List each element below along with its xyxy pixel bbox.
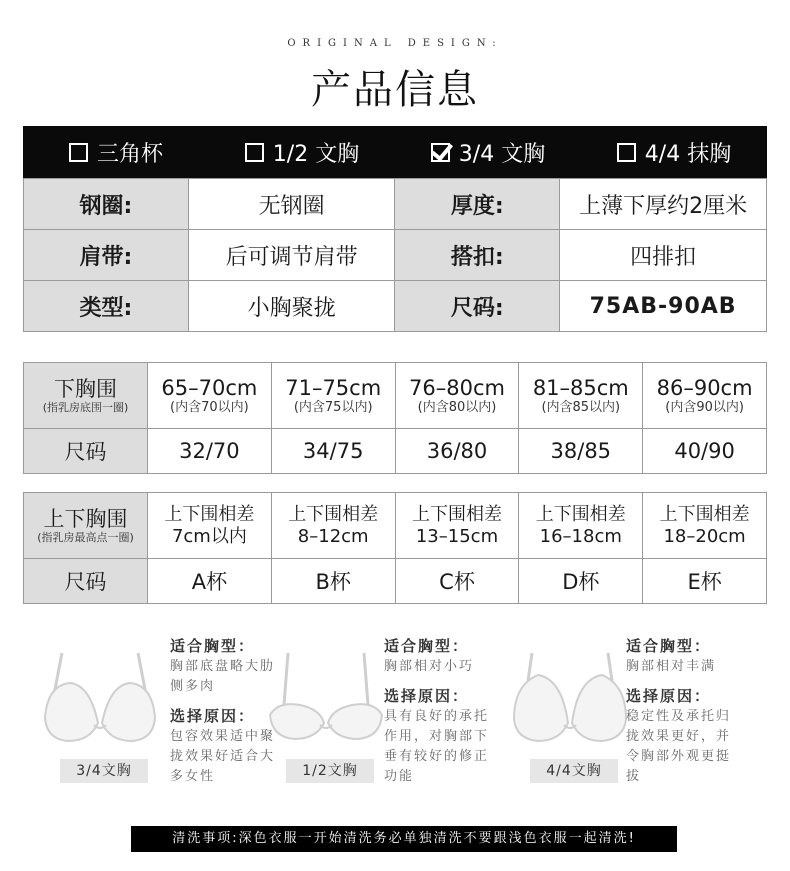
diff-cell	[519, 493, 643, 559]
cup-cell: D杯	[519, 559, 643, 604]
range-note: (内含70以内)	[170, 399, 249, 415]
range-value: 76–80cm	[409, 375, 505, 400]
underwire-value: 无钢圈	[188, 179, 395, 230]
fit-label: 适合胸型：	[384, 637, 470, 655]
diff-range: 16–18cm	[539, 525, 622, 547]
checkbox-empty-icon	[617, 143, 636, 162]
cup-cell: E杯	[643, 559, 767, 604]
size-cell: 36/80	[395, 429, 519, 474]
range-note: (内含90以内)	[665, 399, 744, 415]
attribute-row	[24, 281, 767, 332]
diff-cell	[395, 493, 519, 559]
cup-tag: 4/4文胸	[530, 759, 618, 783]
thickness-value: 上薄下厚约2厘米	[560, 179, 767, 230]
cup-option-label: 4/4 抹胸	[644, 141, 732, 167]
checkbox-empty-icon	[245, 143, 264, 162]
attribute-table	[23, 178, 767, 332]
type-value: 小胸聚拢	[188, 281, 395, 332]
range-value: 81–85cm	[532, 375, 629, 400]
underbust-header	[24, 363, 148, 429]
cup-tag: 1/2文胸	[286, 759, 374, 783]
fit-desc: 胸部底盘略大肋侧多肉	[170, 659, 276, 694]
reason-label: 选择原因：	[626, 687, 712, 705]
cup-option-label: 3/4 文胸	[458, 141, 546, 167]
size-cell: 34/75	[271, 429, 395, 474]
diff-label: 上下围相差	[288, 503, 379, 525]
diff-range: 18–20cm	[663, 525, 746, 547]
range-value: 71–75cm	[285, 375, 382, 400]
header-main: 上下胸围	[43, 506, 128, 531]
underbust-size-table	[23, 362, 767, 474]
size-cell: 38/85	[519, 429, 643, 474]
header-main: 下胸围	[54, 376, 117, 401]
cup-card-half	[266, 635, 516, 795]
underwire-key: 钢圈:	[24, 179, 189, 230]
diff-range: 13–15cm	[415, 525, 499, 547]
size-key: 尺码:	[395, 281, 560, 332]
range-note: (内含85以内)	[541, 399, 621, 415]
bra-icon	[510, 645, 630, 755]
attribute-row	[24, 230, 767, 281]
diff-label: 上下围相差	[659, 503, 750, 525]
bra-icon	[40, 645, 160, 755]
fit-desc: 胸部相对小巧	[384, 659, 475, 674]
header-sub: (指乳房最高点一圈)	[37, 530, 134, 544]
reason-desc: 包容效果适中聚拢效果好适合大多女性	[170, 729, 276, 784]
cup-option-triangle	[23, 137, 209, 168]
clasp-value: 四排扣	[560, 230, 767, 281]
diff-cell	[271, 493, 395, 559]
diff-label: 上下围相差	[164, 503, 255, 525]
cup-card-text	[384, 635, 502, 787]
fit-desc: 胸部相对丰满	[626, 659, 717, 674]
diff-label: 上下围相差	[411, 503, 502, 525]
cup-option-three-quarter	[395, 137, 581, 168]
table-row	[24, 363, 767, 429]
table-row	[24, 559, 767, 604]
range-cell	[271, 363, 395, 429]
thickness-key: 厚度:	[395, 179, 560, 230]
range-note: (内含80以内)	[417, 399, 497, 415]
size-label: 尺码	[24, 429, 148, 474]
checkbox-checked-icon	[431, 143, 450, 162]
checkbox-empty-icon	[69, 143, 88, 162]
size-cell: 40/90	[643, 429, 767, 474]
diff-range: 8–12cm	[297, 525, 369, 547]
bra-icon	[266, 645, 386, 755]
cup-tag: 3/4文胸	[60, 759, 148, 783]
washing-note: 清洗事项:深色衣服一开始清洗务必单独清洗不要跟浅色衣服一起清洗!	[131, 826, 677, 852]
range-cell	[395, 363, 519, 429]
cup-option-label: 三角杯	[96, 141, 163, 167]
cup-option-half	[209, 137, 395, 168]
table-row	[24, 429, 767, 474]
range-cell	[519, 363, 643, 429]
diff-cell	[148, 493, 272, 559]
range-value: 86–90cm	[656, 375, 753, 400]
eyebrow-text: ORIGINAL DESIGN:	[287, 38, 503, 49]
cup-card-three-quarter	[40, 635, 290, 795]
range-note: (内含75以内)	[293, 399, 373, 415]
size-cell: 32/70	[148, 429, 272, 474]
fit-label: 适合胸型：	[626, 637, 712, 655]
diff-range: 7cm以内	[171, 525, 247, 547]
reason-desc: 具有良好的承托作用，对胸部下垂有较好的修正功能	[384, 709, 490, 784]
cup-option-full	[581, 137, 767, 168]
cup-card-text	[626, 635, 744, 787]
cup-type-bar	[23, 126, 767, 178]
fit-label: 适合胸型：	[170, 637, 256, 655]
cup-cell: C杯	[395, 559, 519, 604]
table-row	[24, 493, 767, 559]
type-key: 类型:	[24, 281, 189, 332]
reason-desc: 稳定性及承托归拢效果更好，并令胸部外观更挺拔	[626, 709, 732, 784]
diff-label: 上下围相差	[535, 503, 626, 525]
reason-label: 选择原因：	[384, 687, 470, 705]
page-title: 产品信息	[311, 67, 479, 113]
reason-label: 选择原因：	[170, 707, 256, 725]
strap-key: 肩带:	[24, 230, 189, 281]
range-value: 65–70cm	[161, 375, 258, 400]
size-value: 75AB-90AB	[560, 281, 767, 332]
cup-size-table	[23, 492, 767, 604]
cup-option-label: 1/2 文胸	[272, 141, 360, 167]
diff-cell	[643, 493, 767, 559]
diff-header	[24, 493, 148, 559]
clasp-key: 搭扣:	[395, 230, 560, 281]
range-cell	[643, 363, 767, 429]
cup-cell: B杯	[271, 559, 395, 604]
strap-value: 后可调节肩带	[188, 230, 395, 281]
cup-cell: A杯	[148, 559, 272, 604]
attribute-row	[24, 179, 767, 230]
header-sub: (指乳房底围一圈)	[42, 400, 129, 414]
range-cell	[148, 363, 272, 429]
size-label: 尺码	[24, 559, 148, 604]
cup-card-full	[510, 635, 760, 795]
